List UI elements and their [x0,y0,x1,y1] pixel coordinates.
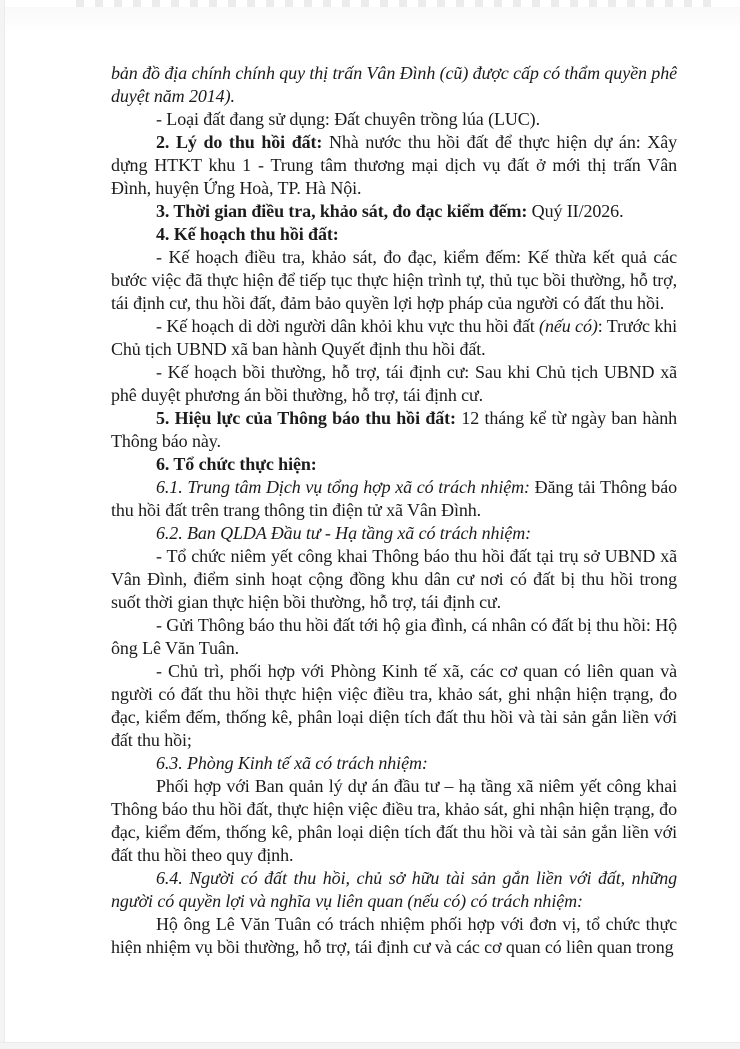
paragraph [111,913,677,959]
text-segment: - Loại đất đang sử dụng: Đất chuyên trồng lúa (LUC). [156,109,540,129]
text-segment: - Kế hoạch điều tra, khảo sát, đo đạc, kiểm đếm: Kế thừa kết quả các bước việc đã thực hiện để tiếp tục thực hiện trình tự, thủ tục bồi thường, hỗ trợ, tái định cư, thu hồi đất, đảm bảo quyền lợi hợp pháp của người có đất thu hồi. [111,247,677,313]
text-segment: Quý II/2026. [527,201,624,221]
text-segment: - Chủ trì, phối hợp với Phòng Kinh tế xã, các cơ quan có liên quan và người có đất thu hồi thực hiện việc điều tra, khảo sát, ghi nhận hiện trạng, đo đạc, kiểm đếm, thống kê, phân loại diện tích đất thu hồi và tài sản gắn liền với đất thu hồi; [111,661,677,750]
text-segment: 12 tháng kể từ ngày ban hành Thông báo này. [111,408,678,451]
text-segment: bản đồ địa chính chính quy thị trấn Vân Đình (cũ) được cấp có thẩm quyền phê duyệt năm 2014). [111,63,677,106]
paragraph [111,131,677,200]
text-segment: 3. Thời gian điều tra, khảo sát, đo đạc kiểm đếm: [156,201,528,221]
text-segment: (nếu có) [539,316,598,336]
text-segment: : Trước khi Chủ tịch UBND xã ban hành Quyết định thu hồi đất. [111,316,678,359]
text-segment: 6.1. Trung tâm Dịch vụ tổng hợp xã có trách nhiệm: [156,477,530,497]
text-segment: 2. Lý do thu hồi đất: [156,132,323,152]
text-segment: 6.4. Người có đất thu hồi, chủ sở hữu tài sản gắn liền với đất, những người có quyền lợi và nghĩa vụ liên quan (nếu có) có trách nhiệm: [111,868,677,911]
text-segment: - Kế hoạch di dời người dân khỏi khu vực thu hồi đất [156,316,540,336]
paragraph [111,315,677,361]
text-segment: 6.3. Phòng Kinh tế xã có trách nhiệm: [156,753,428,773]
paragraph [111,867,677,913]
text-segment: 4. Kế hoạch thu hồi đất: [156,224,339,244]
text-segment: Đăng tải Thông báo thu hồi đất trên trang thông tin điện tử xã Vân Đình. [111,477,677,520]
scan-top-haze [0,7,740,35]
paragraph [111,752,677,775]
paragraph [111,522,677,545]
text-segment: - Tổ chức niêm yết công khai Thông báo thu hồi đất tại trụ sở UBND xã Vân Đình, điểm sinh hoạt cộng đồng khu dân cư nơi có đất bị thu hồi trong suốt thời gian thực hiện bồi thường, hỗ trợ, tái định cư. [111,546,677,612]
scan-top-artifact [76,0,712,7]
paragraph [111,453,677,476]
paragraph [111,62,677,108]
text-segment: Nhà nước thu hồi đất để thực hiện dự án: Xây dựng HTKT khu 1 - Trung tâm thương mại dịch vụ đất ở mới thị trấn Vân Đình, huyện Ứng Hoà, TP. Hà Nội. [111,132,677,198]
paragraph [111,361,677,407]
document-body [111,62,677,959]
paragraph [111,545,677,614]
text-segment: Phối hợp với Ban quản lý dự án đầu tư – hạ tầng xã niêm yết công khai Thông báo thu hồi đất, thực hiện việc điều tra, khảo sát, ghi nhận hiện trạng, đo đạc, kiểm đếm, thống kê, phân loại diện tích đất thu hồi và tài sản gắn liền với đất thu hồi theo quy định. [111,776,677,865]
scan-bottom-edge [0,1042,740,1049]
text-segment: 6. Tổ chức thực hiện: [156,454,317,474]
paragraph [111,775,677,867]
paragraph [111,108,677,131]
text-segment: - Kế hoạch bồi thường, hỗ trợ, tái định cư: Sau khi Chủ tịch UBND xã phê duyệt phương án bồi thường, hỗ trợ, tái định cư. [111,362,677,405]
paragraph [111,407,677,453]
paragraph [111,223,677,246]
paragraph [111,246,677,315]
text-segment: 6.2. Ban QLDA Đầu tư - Hạ tầng xã có trách nhiệm: [156,523,532,543]
paragraph [111,200,677,223]
text-segment: Hộ ông Lê Văn Tuân có trách nhiệm phối hợp với đơn vị, tổ chức thực hiện nhiệm vụ bồi thường, hỗ trợ, tái định cư và các cơ quan có liên quan trong [111,914,677,957]
paragraph [111,614,677,660]
paragraph [111,476,677,522]
text-segment: 5. Hiệu lực của Thông báo thu hồi đất: [156,408,456,428]
scan-left-edge [0,0,5,1049]
paragraph [111,660,677,752]
text-segment: - Gửi Thông báo thu hồi đất tới hộ gia đình, cá nhân có đất bị thu hồi: Hộ ông Lê Văn Tuân. [111,615,677,658]
